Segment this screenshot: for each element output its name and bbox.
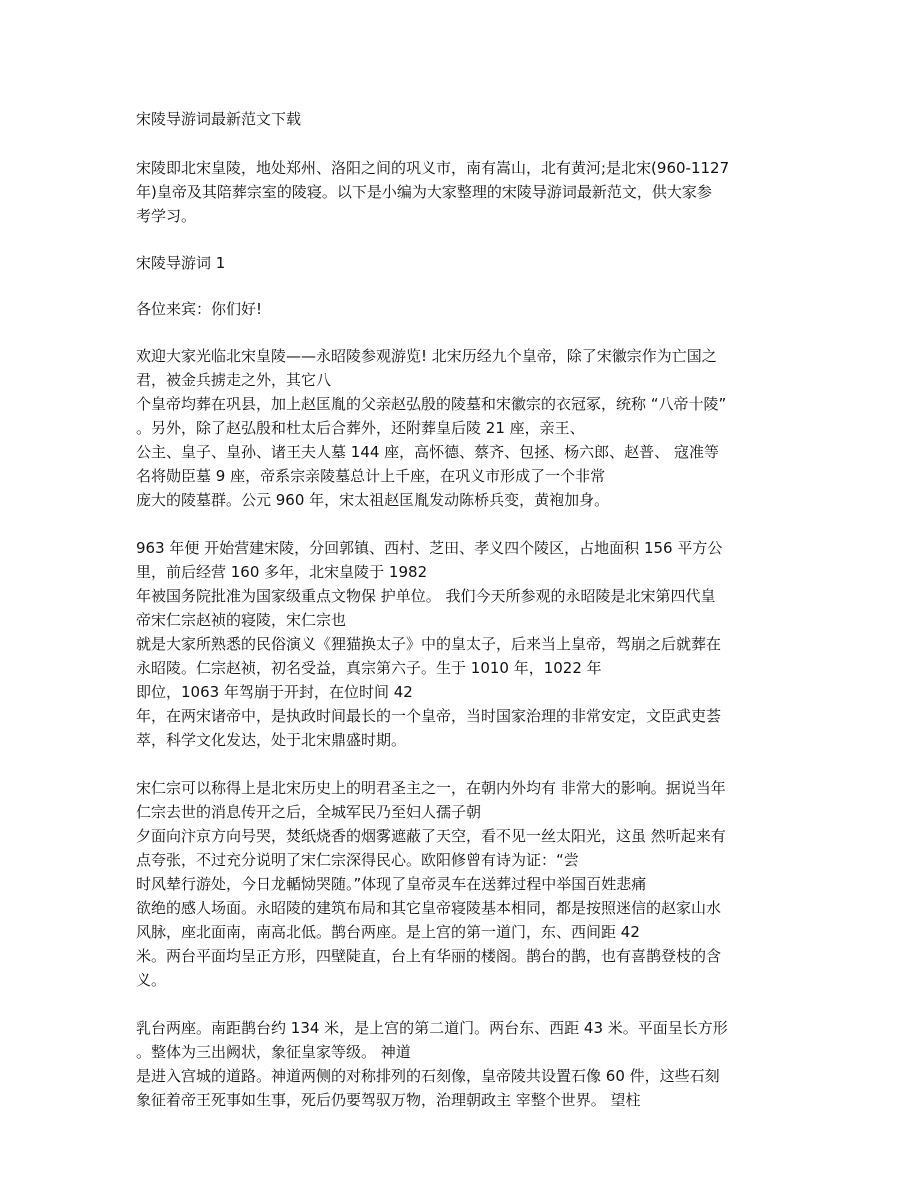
- paragraph-line: 。另外，除了赵弘殷和杜太后合葬外，还附葬皇后陵 21 座，亲王、: [136, 419, 585, 437]
- paragraph-line: 永昭陵。仁宗赵祯，初名受益，真宗第六子。生于 1010 年，1022 年: [136, 659, 602, 677]
- paragraph-line: 君，被金兵掳走之外，其它八: [136, 371, 332, 389]
- paragraph-line: 个皇帝均葬在巩县，加上赵匡胤的父亲赵弘殷的陵墓和宋徽宗的衣冠冢，统称 “八帝十陵”: [136, 395, 727, 413]
- paragraph-4: [136, 1016, 796, 1112]
- document-title: 宋陵导游词最新范文下载: [136, 110, 302, 128]
- paragraph-line: 帝宋仁宗赵祯的寝陵，宋仁宗也: [136, 611, 347, 629]
- intro-line: 年)皇帝及其陪葬宗室的陵寝。以下是小编为大家整理的宋陵导游词最新范文，供大家参: [136, 183, 712, 201]
- paragraph-line: 义。: [136, 971, 167, 989]
- paragraph-line: 年，在两宋诸帝中，是执政时间最长的一个皇帝，当时国家治理的非常安定，文臣武吏荟: [136, 707, 722, 725]
- intro-line: 宋陵即北宋皇陵，地处郑州、洛阳之间的巩义市，南有嵩山，北有黄河;是北宋(960-1127: [136, 159, 730, 177]
- paragraph-line: 欢迎大家光临北宋皇陵——永昭陵参观游览! 北宋历经九个皇帝，除了宋徽宗作为亡国之: [136, 347, 717, 365]
- document-page: [136, 108, 796, 1136]
- paragraph-line: 萃，科学文化发达，处于北宋鼎盛时期。: [136, 731, 407, 749]
- paragraph-line: 里，前后经营 160 多年，北宋皇陵于 1982: [136, 563, 428, 581]
- section-title: 宋陵导游词 1: [136, 254, 226, 272]
- paragraph-line: 仁宗去世的消息传开之后，全城军民乃至妇人孺子朝: [136, 803, 482, 821]
- paragraph-line: 点夸张，不过充分说明了宋仁宗深得民心。欧阳修曾有诗为证：“尝: [136, 851, 579, 869]
- paragraph-line: 夕面向汴京方向号哭，焚纸烧香的烟雾遮蔽了天空，看不见一丝太阳光，这虽 然听起来有: [136, 827, 726, 845]
- paragraph-2: [136, 536, 796, 752]
- paragraph-line: 就是大家所熟悉的民俗演义《狸猫换太子》中的皇太子，后来当上皇帝，驾崩之后就葬在: [136, 635, 722, 653]
- paragraph-line: 乳台两座。南距鹊台约 134 米，是上宫的第二道门。两台东、西距 43 米。平面呈长方形: [136, 1019, 728, 1037]
- paragraph-3: [136, 776, 796, 992]
- paragraph-line: 象征着帝王死事如生事，死后仍要驾驭万物，治理朝政主 宰整个世界。 望柱: [136, 1091, 641, 1109]
- intro-line: 考学习。: [136, 207, 197, 225]
- paragraph-line: 米。两台平面均呈正方形，四壁陡直，台上有华丽的楼阁。鹊台的鹊，也有喜鹊登枝的含: [136, 947, 722, 965]
- paragraph-line: 年被国务院批准为国家级重点文物保 护单位。 我们今天所参观的永昭陵是北宋第四代皇: [136, 587, 716, 605]
- paragraph-line: 963 年便 开始营建宋陵，分回郭镇、西村、芝田、孝义四个陵区，占地面积 156 平方公: [136, 539, 723, 557]
- paragraph-line: 是进入宫城的道路。神道两侧的对称排列的石刻像，皇帝陵共设置石像 60 件，这些石刻: [136, 1067, 720, 1085]
- paragraph-line: 。整体为三出阙状，象征皇家等级。 神道: [136, 1043, 411, 1061]
- paragraph-line: 公主、皇子、皇孙、诸王夫人墓 144 座，高怀德、蔡齐、包拯、杨六郎、赵普、 寇准等: [136, 443, 719, 461]
- paragraph-line: 欲绝的感人场面。永昭陵的建筑布局和其它皇帝寝陵基本相同，都是按照迷信的赵家山水: [136, 899, 722, 917]
- paragraph-line: 庞大的陵墓群。公元 960 年，宋太祖赵匡胤发动陈桥兵变，黄袍加身。: [136, 491, 610, 509]
- paragraph-line: 名将勋臣墓 9 座，帝系宗亲陵墓总计上千座，在巩义市形成了一个非常: [136, 467, 606, 485]
- greeting: 各位来宾：你们好!: [136, 300, 263, 318]
- paragraph-line: 时风辇行游处，今日龙輴恸哭随。”体现了皇帝灵车在送葬过程中举国百姓悲痛: [136, 875, 647, 893]
- paragraph-line: 宋仁宗可以称得上是北宋历史上的明君圣主之一，在朝内外均有 非常大的影响。据说当年: [136, 779, 726, 797]
- paragraph-line: 风脉，座北面南，南高北低。鹊台两座。是上宫的第一道门，东、西间距 42: [136, 923, 640, 941]
- intro-paragraph: [136, 156, 796, 228]
- paragraph-1: [136, 344, 796, 512]
- paragraph-line: 即位，1063 年驾崩于开封，在位时间 42: [136, 683, 413, 701]
